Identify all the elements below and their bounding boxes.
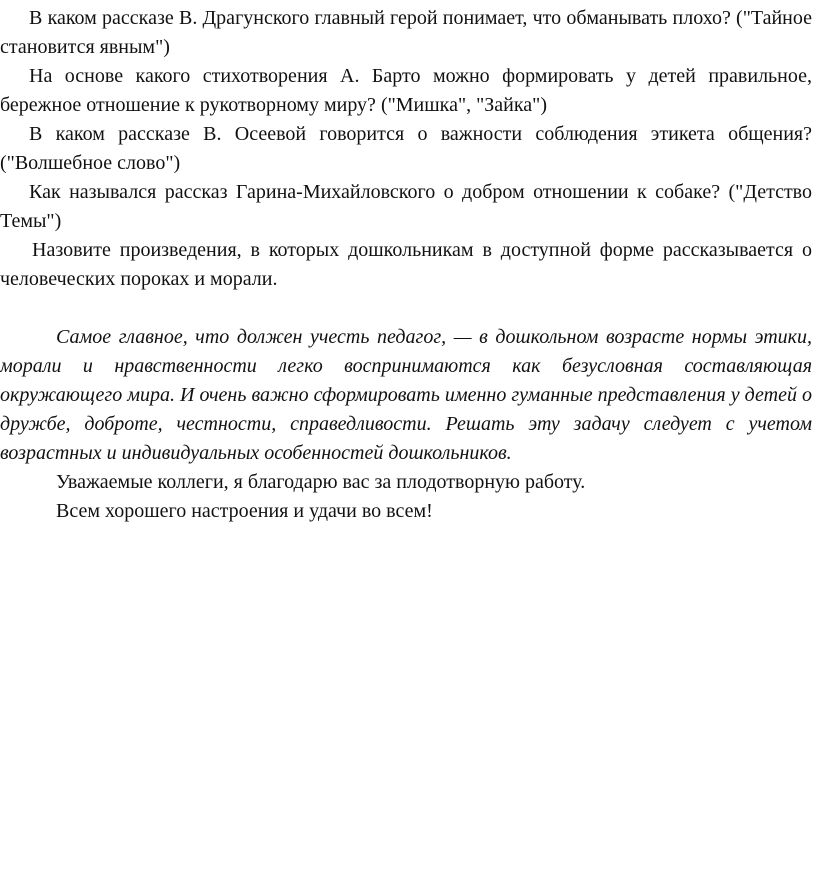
paragraph-spacer (0, 294, 812, 323)
conclusion-italic-paragraph: Самое главное, что должен учесть педагог, — в дошкольном возрасте нормы этики, морали и нравственности легко воспринимаются как безусловная составляющая окружающего мира. И очень важно сформировать именно гуманные представления у детей о дружбе, доброте, честности, справедливости. Решать эту задачу следует с учетом возрастных и индивидуальных особенностей дошкольников. (0, 326, 812, 464)
question-paragraph-oseeva: В каком рассказе В. Осеевой говорится о важности соблюдения этикета общения? ("Волшебное слово") (0, 123, 812, 174)
question-paragraph-dragunsky: В каком рассказе В. Драгунского главный герой понимает, что обманывать плохо? ("Тайное становится явным") (0, 7, 812, 58)
closing-wishes-line: Всем хорошего настроения и удачи во всем! (56, 500, 433, 522)
question-paragraph-garin: Как назывался рассказ Гарина-Михайловского о добром отношении к собаке? ("Детство Темы") (0, 181, 812, 232)
task-paragraph-works: Назовите произведения, в которых дошкольникам в доступной форме рассказывается о человеческих пороках и морали. (0, 239, 812, 290)
question-paragraph-barto: На основе какого стихотворения А. Барто можно формировать у детей правильное, бережное отношение к рукотворному миру? ("Мишка", "Зайка") (0, 65, 812, 116)
closing-thanks-line: Уважаемые коллеги, я благодарю вас за плодотворную работу. (56, 471, 586, 493)
